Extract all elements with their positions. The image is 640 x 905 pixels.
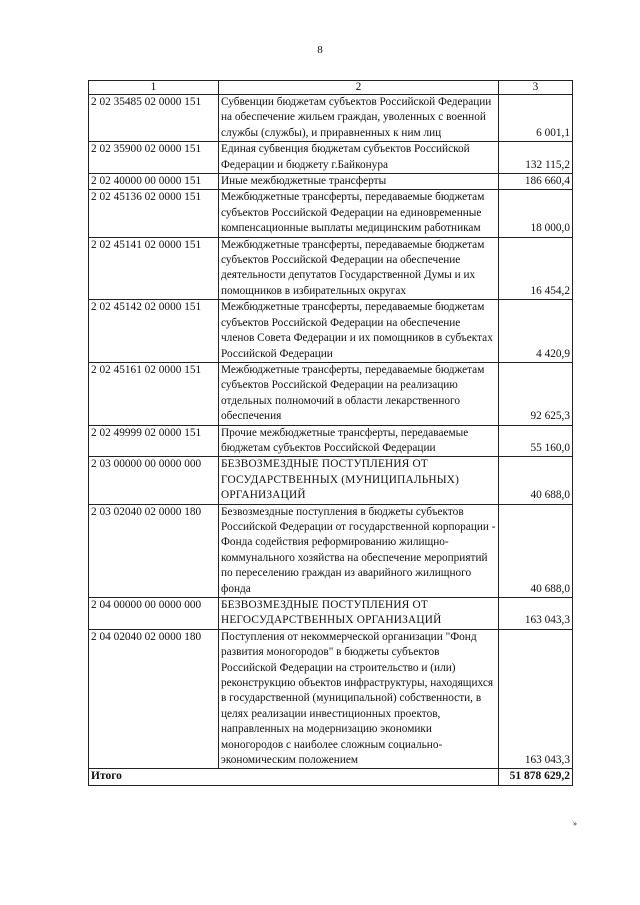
- table-row: [89, 174, 573, 190]
- table-row: [89, 190, 573, 237]
- amount-cell: 92 625,3: [499, 362, 573, 425]
- total-amount: 51 878 629,2: [499, 769, 573, 785]
- closing-quote-mark: »: [573, 819, 577, 828]
- table-row: [89, 504, 573, 597]
- amount-cell: 132 115,2: [499, 142, 573, 174]
- budget-code-cell: 2 02 45142 02 0000 151: [89, 300, 219, 363]
- amount-cell: 16 454,2: [499, 237, 573, 300]
- budget-code-cell: 2 04 02040 02 0000 180: [89, 629, 219, 769]
- table-row: [89, 457, 573, 504]
- amount-cell: 163 043,3: [499, 598, 573, 630]
- revenue-name-cell: Поступления от некоммерческой организации "Фонд развития моногородов" в бюджеты субъектов Российской Федерации на строительство и (или) реконструкцию объектов инфраструктуры, находящихся в государственной (муниципальной) собственности, в целях реализации инвестиционных проектов, направленных на модернизацию экономики моногородов с наиболее сложным социально-экономическим положением: [219, 629, 499, 769]
- table-row: [89, 237, 573, 300]
- budget-code-cell: 2 02 45136 02 0000 151: [89, 190, 219, 237]
- revenue-name-cell: Межбюджетные трансферты, передаваемые бюджетам субъектов Российской Федерации на обеспечение членов Совета Федерации и их помощников в субъектах Российской Федерации: [219, 300, 499, 363]
- table-row: [89, 300, 573, 363]
- budget-code-cell: 2 02 35900 02 0000 151: [89, 142, 219, 174]
- amount-cell: 6 001,1: [499, 95, 573, 142]
- column-header-3: 3: [499, 81, 573, 95]
- revenue-name-cell: БЕЗВОЗМЕЗДНЫЕ ПОСТУПЛЕНИЯ ОТ ГОСУДАРСТВЕННЫХ (МУНИЦИПАЛЬНЫХ) ОРГАНИЗАЦИЙ: [219, 457, 499, 504]
- table-row: [89, 142, 573, 174]
- revenue-name-cell: Субвенции бюджетам субъектов Российской Федерации на обеспечение жильем граждан, уволенных с военной службы (службы), и приравненных к ним лиц: [219, 95, 499, 142]
- budget-code-cell: 2 02 49999 02 0000 151: [89, 425, 219, 457]
- budget-code-cell: 2 02 40000 00 0000 151: [89, 174, 219, 190]
- budget-code-cell: 2 03 00000 00 0000 000: [89, 457, 219, 504]
- revenue-name-cell: Прочие межбюджетные трансферты, передаваемые бюджетам субъектов Российской Федерации: [219, 425, 499, 457]
- table-row: [89, 95, 573, 142]
- budget-code-cell: 2 03 02040 02 0000 180: [89, 504, 219, 597]
- budget-code-cell: 2 02 45161 02 0000 151: [89, 362, 219, 425]
- revenue-name-cell: Безвозмездные поступления в бюджеты субъектов Российской Федерации от государственной корпорации - Фонда содействия реформированию жилищно-коммунального хозяйства на обеспечение мероприятий по переселению граждан из аварийного жилищного фонда: [219, 504, 499, 597]
- budget-table: [88, 80, 573, 786]
- amount-cell: 55 160,0: [499, 425, 573, 457]
- budget-code-cell: 2 04 00000 00 0000 000: [89, 598, 219, 630]
- column-header-2: 2: [219, 81, 499, 95]
- revenue-name-cell: Межбюджетные трансферты, передаваемые бюджетам субъектов Российской Федерации на обеспечение деятельности депутатов Государственной Думы и их помощников в избирательных округах: [219, 237, 499, 300]
- column-header-1: 1: [89, 81, 219, 95]
- revenue-name-cell: Единая субвенция бюджетам субъектов Российской Федерации и бюджету г.Байконура: [219, 142, 499, 174]
- amount-cell: 40 688,0: [499, 457, 573, 504]
- revenue-name-cell: БЕЗВОЗМЕЗДНЫЕ ПОСТУПЛЕНИЯ ОТ НЕГОСУДАРСТВЕННЫХ ОРГАНИЗАЦИЙ: [219, 598, 499, 630]
- revenue-name-cell: Межбюджетные трансферты, передаваемые бюджетам субъектов Российской Федерации на единовременные компенсационные выплаты медицинским работникам: [219, 190, 499, 237]
- amount-cell: 186 660,4: [499, 174, 573, 190]
- table-row: [89, 362, 573, 425]
- budget-code-cell: 2 02 45141 02 0000 151: [89, 237, 219, 300]
- revenue-name-cell: Межбюджетные трансферты, передаваемые бюджетам субъектов Российской Федерации на реализацию отдельных полномочий в области лекарственного обеспечения: [219, 362, 499, 425]
- budget-code-cell: 2 02 35485 02 0000 151: [89, 95, 219, 142]
- table-header-row: [89, 81, 573, 95]
- table-row: [89, 598, 573, 630]
- amount-cell: 4 420,9: [499, 300, 573, 363]
- amount-cell: 40 688,0: [499, 504, 573, 597]
- total-label: Итого: [89, 769, 499, 785]
- total-row: [89, 769, 573, 785]
- revenue-name-cell: Иные межбюджетные трансферты: [219, 174, 499, 190]
- table-row: [89, 629, 573, 769]
- table-row: [89, 425, 573, 457]
- page-number: 8: [317, 44, 323, 56]
- amount-cell: 163 043,3: [499, 629, 573, 769]
- amount-cell: 18 000,0: [499, 190, 573, 237]
